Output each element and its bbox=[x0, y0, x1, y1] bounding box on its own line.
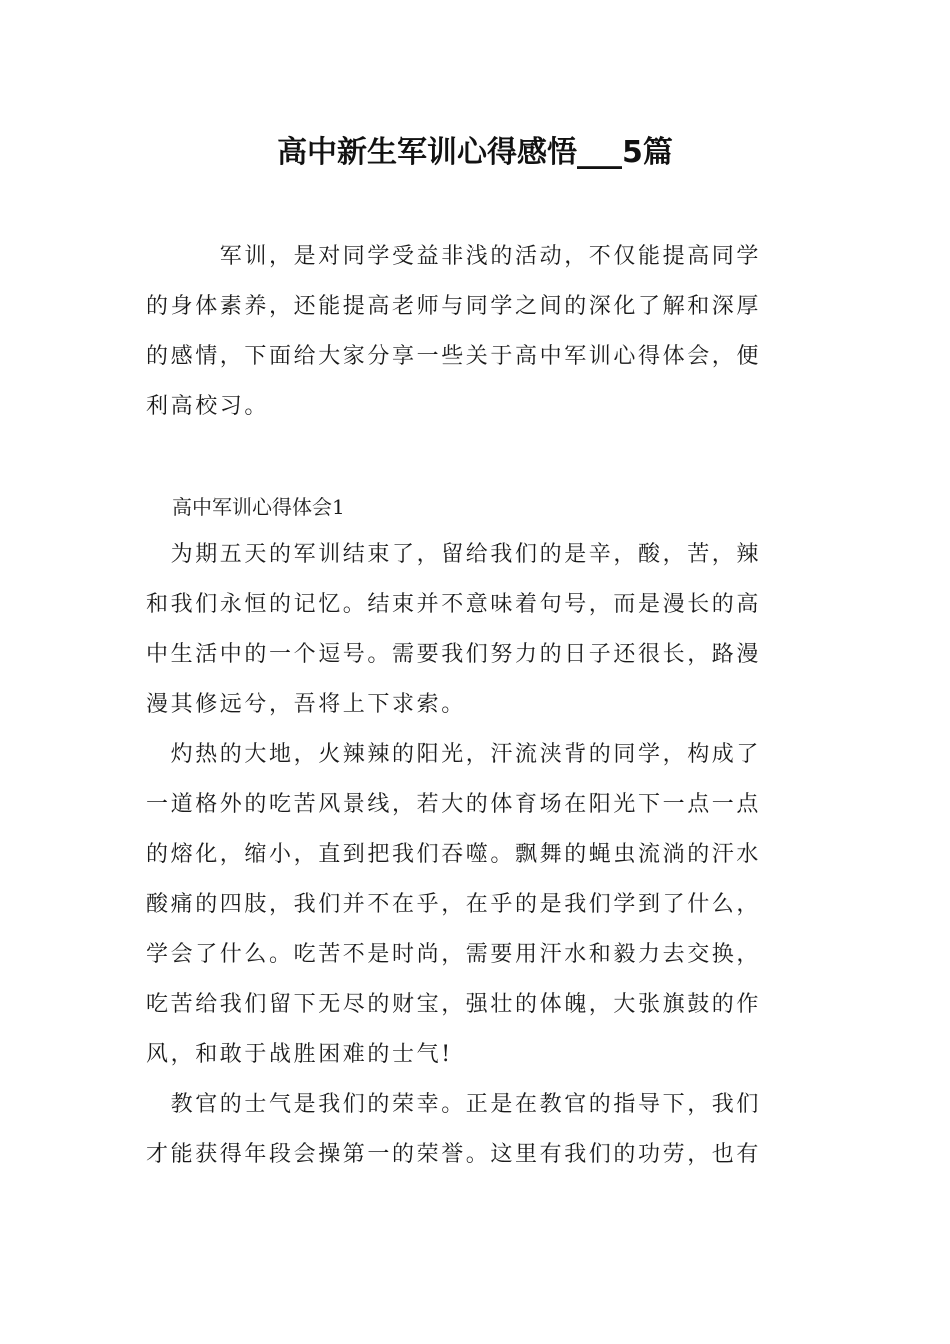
text-line: 和我们永恒的记忆。结束并不意味着句号，而是漫长的高 bbox=[146, 592, 762, 617]
text-line: 的熔化，缩小，直到把我们吞噬。飘舞的蝇虫流淌的汗水 bbox=[146, 842, 762, 867]
section-heading: 高中军训心得体会1 bbox=[172, 495, 345, 519]
text-line: 灼热的大地，火辣辣的阳光，汗流浃背的同学，构成了 bbox=[146, 742, 762, 767]
text-line: 中生活中的一个逗号。需要我们努力的日子还很长，路漫 bbox=[146, 642, 762, 667]
body-paragraphs bbox=[146, 530, 806, 1180]
text-line: 一道格外的吃苦风景线，若大的体育场在阳光下一点一点 bbox=[146, 792, 762, 817]
document-title: 高中新生军训心得感悟___5篇 bbox=[277, 135, 673, 170]
text-line: 教官的士气是我们的荣幸。正是在教官的指导下，我们 bbox=[146, 1092, 762, 1117]
text-line: 的感情，下面给大家分享一些关于高中军训心得体会，便 bbox=[146, 344, 762, 369]
text-line: 学会了什么。吃苦不是时尚，需要用汗水和毅力去交换， bbox=[146, 942, 762, 967]
text-line: 才能获得年段会操第一的荣誉。这里有我们的功劳，也有 bbox=[146, 1142, 762, 1167]
intro-paragraph bbox=[146, 232, 806, 432]
text-line: 酸痛的四肢，我们并不在乎，在乎的是我们学到了什么， bbox=[146, 892, 762, 917]
text-line: 风，和敢于战胜困难的士气! bbox=[146, 1042, 453, 1067]
text-line: 军训，是对同学受益非浅的活动，不仅能提高同学 bbox=[146, 244, 762, 269]
text-line: 吃苦给我们留下无尽的财宝，强壮的体魄，大张旗鼓的作 bbox=[146, 992, 762, 1017]
text-line: 的身体素养，还能提高老师与同学之间的深化了解和深厚 bbox=[146, 294, 762, 319]
text-line: 漫其修远兮，吾将上下求索。 bbox=[146, 692, 466, 717]
text-line: 为期五天的军训结束了，留给我们的是辛，酸，苦，辣 bbox=[146, 542, 762, 567]
text-line: 利高校习。 bbox=[146, 394, 270, 419]
